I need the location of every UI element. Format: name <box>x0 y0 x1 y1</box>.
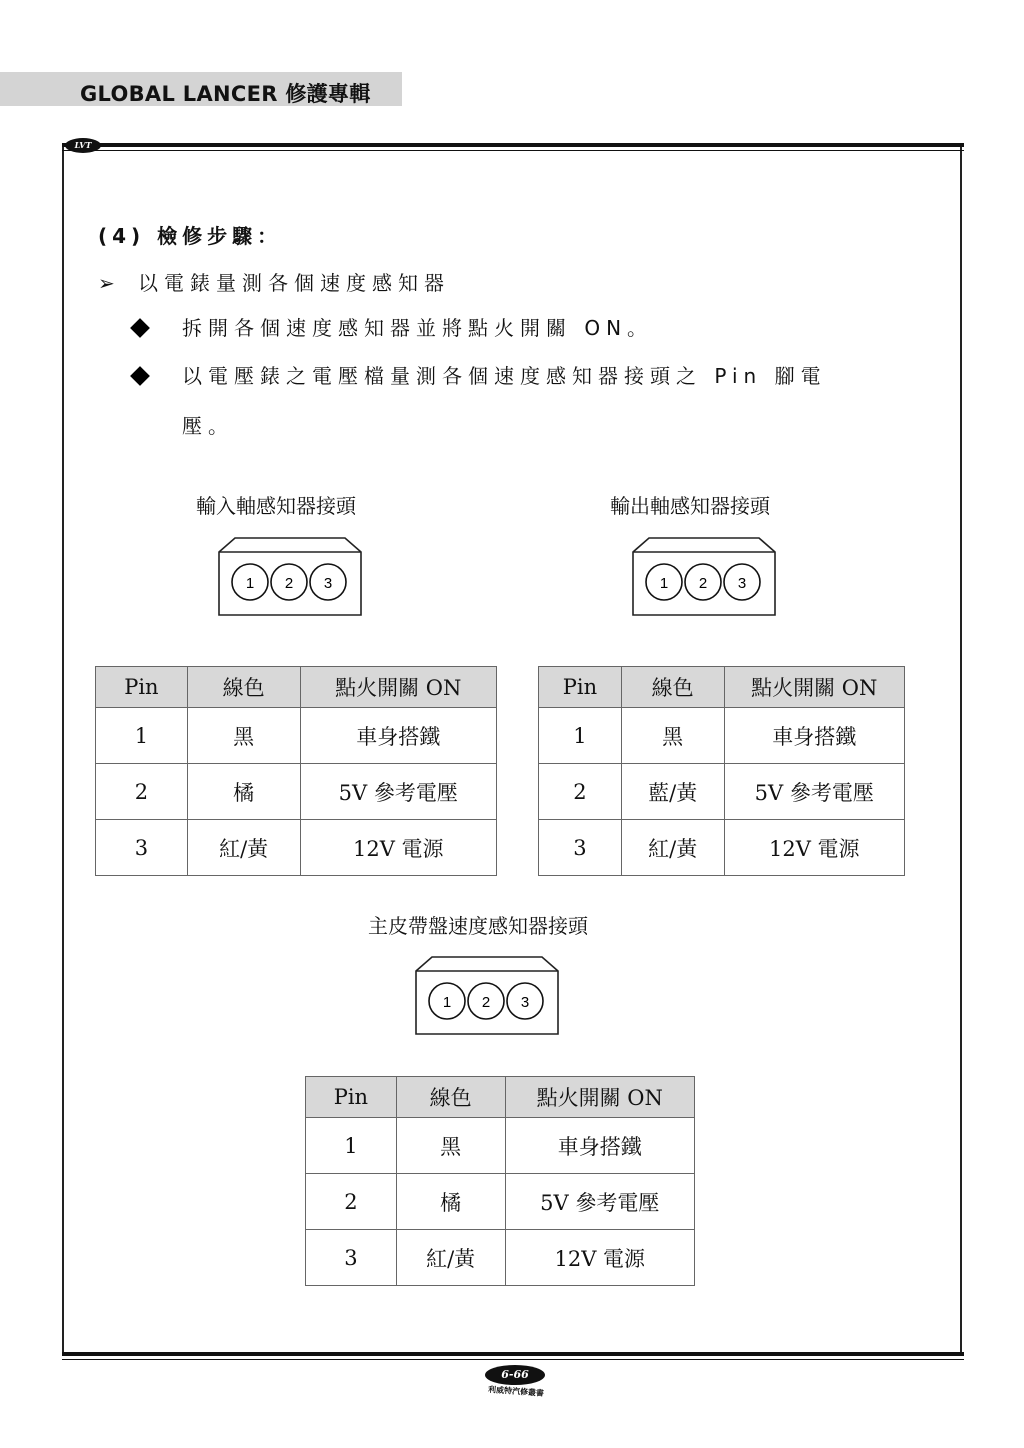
pin-table <box>95 666 497 876</box>
cell-pin: 1 <box>539 708 622 764</box>
table-row <box>306 1230 695 1286</box>
step-item: 以電壓錶之電壓檔量測各個速度感知器接頭之 Pin 腳電 <box>182 364 827 388</box>
pin-label: 1 <box>442 994 452 1011</box>
cell-value: 5V 參考電壓 <box>300 764 497 820</box>
pin-table <box>538 666 905 876</box>
header-wire-color: 線色 <box>187 667 300 708</box>
pin-table <box>305 1076 695 1286</box>
table-row <box>306 1118 695 1174</box>
header-ignition-on: 點火開關 ON <box>724 667 904 708</box>
publisher-logo: LVT <box>65 138 101 153</box>
cell-wire-color: 紅/黃 <box>621 820 724 876</box>
page-number: 6-66 <box>485 1365 545 1385</box>
table-row <box>539 820 905 876</box>
pin-label: 2 <box>698 575 708 592</box>
cell-value: 車身搭鐵 <box>300 708 497 764</box>
table-row <box>96 764 497 820</box>
pin-label: 3 <box>520 994 530 1011</box>
pin-label: 2 <box>284 575 294 592</box>
document-title: GLOBAL LANCER 修護專輯 <box>80 82 371 106</box>
connector-diagram <box>413 955 561 1037</box>
cell-value: 12V 電源 <box>724 820 904 876</box>
cell-pin: 2 <box>96 764 188 820</box>
cell-value: 12V 電源 <box>505 1230 695 1286</box>
cell-pin: 3 <box>96 820 188 876</box>
cell-wire-color: 紅/黃 <box>187 820 300 876</box>
header-pin: Pin <box>539 667 622 708</box>
connector-caption: 主皮帶盤速度感知器接頭 <box>368 914 588 938</box>
cell-pin: 2 <box>539 764 622 820</box>
cell-value: 車身搭鐵 <box>724 708 904 764</box>
header-ignition-on: 點火開關 ON <box>505 1077 695 1118</box>
cell-wire-color: 黑 <box>396 1118 505 1174</box>
pin-label: 1 <box>245 575 255 592</box>
connector-diagram <box>630 536 778 618</box>
table-row <box>306 1174 695 1230</box>
cell-wire-color: 黑 <box>187 708 300 764</box>
pin-label: 3 <box>737 575 747 592</box>
publisher-name: 利威特汽修叢書 <box>487 1385 545 1398</box>
cell-wire-color: 橘 <box>396 1174 505 1230</box>
pin-label: 1 <box>659 575 669 592</box>
top-rule <box>62 143 964 147</box>
header-wire-color: 線色 <box>396 1077 505 1118</box>
header-ignition-on: 點火開關 ON <box>300 667 497 708</box>
table-row <box>539 708 905 764</box>
connector-caption: 輸出軸感知器接頭 <box>610 494 770 518</box>
cell-wire-color: 紅/黃 <box>396 1230 505 1286</box>
arrow-bullet-icon: ➢ <box>98 271 115 295</box>
cell-pin: 3 <box>539 820 622 876</box>
bullet-text: 以電錶量測各個速度感知器 <box>138 271 450 295</box>
cell-wire-color: 藍/黃 <box>621 764 724 820</box>
table-row <box>96 708 497 764</box>
bottom-rule-thin <box>62 1359 964 1360</box>
pin-label: 2 <box>481 994 491 1011</box>
header-pin: Pin <box>306 1077 397 1118</box>
step-item: 拆開各個速度感知器並將點火開關 ON。 <box>182 316 654 340</box>
table-row <box>539 764 905 820</box>
cell-pin: 1 <box>96 708 188 764</box>
cell-wire-color: 橘 <box>187 764 300 820</box>
bottom-rule <box>62 1352 964 1356</box>
cell-pin: 2 <box>306 1174 397 1230</box>
cell-value: 車身搭鐵 <box>505 1118 695 1174</box>
header-wire-color: 線色 <box>621 667 724 708</box>
top-rule-thin <box>62 150 964 151</box>
header-pin: Pin <box>96 667 188 708</box>
cell-pin: 3 <box>306 1230 397 1286</box>
cell-pin: 1 <box>306 1118 397 1174</box>
cell-value: 5V 參考電壓 <box>505 1174 695 1230</box>
cell-wire-color: 黑 <box>621 708 724 764</box>
step-item-continued: 壓。 <box>182 414 234 438</box>
cell-value: 12V 電源 <box>300 820 497 876</box>
section-heading: (4) 檢修步驟： <box>98 224 283 248</box>
pin-label: 3 <box>323 575 333 592</box>
table-row <box>96 820 497 876</box>
connector-caption: 輸入軸感知器接頭 <box>196 494 356 518</box>
cell-value: 5V 參考電壓 <box>724 764 904 820</box>
connector-diagram <box>216 536 364 618</box>
